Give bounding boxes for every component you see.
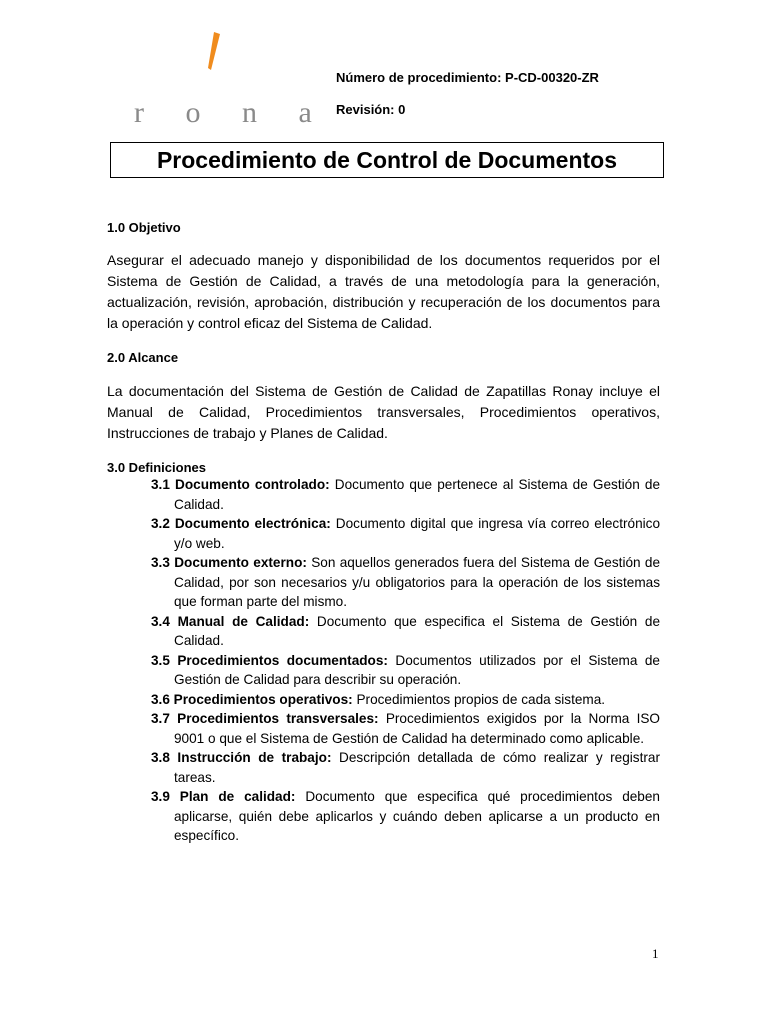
definition-item [107, 612, 660, 651]
definition-item [107, 690, 660, 710]
definition-description: Documento que especifica el Sistema de Gestión de Calidad. [174, 613, 661, 648]
definition-description: Procedimientos exigidos por la Norma ISO 9001 o que el Sistema de Gestión de Calidad ha determinado como aplicable. [174, 711, 660, 746]
definition-description: Son aquellos generados fuera del Sistema de Gestión de Calidad, por son necesarios y/u obligatorios para la operación de los sistemas que forman parte del mismo. [174, 555, 661, 609]
definition-description: Procedimientos propios de cada sistema. [356, 691, 606, 707]
definition-item [107, 748, 660, 787]
section-heading-objetivo: 1.0 Objetivo [107, 220, 181, 235]
definition-term: 3.9 Plan de calidad: [151, 789, 296, 804]
section-heading-definiciones: 3.0 Definiciones [107, 460, 206, 475]
company-logo [132, 28, 329, 129]
definition-item [107, 651, 660, 690]
logo-flame-icon [206, 32, 222, 72]
definition-term: 3.3 Documento externo: [151, 555, 307, 570]
section-heading-alcance: 2.0 Alcance [107, 350, 179, 365]
definition-item [107, 553, 660, 612]
definition-item [107, 709, 660, 748]
section-text-objetivo: Asegurar el adecuado manejo y disponibilidad de los documentos requeridos por el Sistema de Gestión de Calidad, a través de una metodología para la generación, actualización, revisión, aprobación, distribución y recuperación de los documentos para la operación y control eficaz del Sistema de Calidad. [107, 252, 660, 331]
definition-description: Documentos utilizados por el Sistema de Gestión de Calidad para describir su operación. [174, 652, 660, 687]
definition-description: Documento que especifica qué procedimientos deben aplicarse, quién debe aplicarlos y cuándo deben aplicarse a un producto en específico. [174, 789, 660, 843]
document-body [107, 220, 660, 846]
document-title-text: Procedimiento de Control de Documentos [156, 146, 618, 173]
revision-number: Revisión: 0 [336, 102, 406, 117]
document-title [110, 142, 664, 178]
definition-description: Descripción detallada de cómo realizar y registrar tareas. [174, 750, 660, 785]
procedure-number: Número de procedimiento: P-CD-00320-ZR [336, 70, 599, 85]
definition-term: 3.1 Documento controlado: [151, 477, 330, 492]
definition-item [107, 475, 660, 514]
definition-item [107, 787, 660, 846]
definition-term: 3.4 Manual de Calidad: [151, 613, 310, 629]
definition-term: 3.5 Procedimientos documentados: [151, 652, 388, 668]
definition-description: Documento digital que ingresa vía correo electrónico y/o web. [174, 516, 661, 551]
definition-term: 3.2 Documento electrónica: [151, 516, 331, 531]
section-text-alcance: La documentación del Sistema de Gestión de Calidad de Zapatillas Ronay incluye el Manual de Calidad, Procedimientos transversales, Procedimientos operativos, Instrucciones de trabajo y Planes de Calidad. [107, 383, 660, 441]
definition-term: 3.6 Procedimientos operativos: [151, 691, 353, 707]
definition-term: 3.8 Instrucción de trabajo: [151, 750, 332, 765]
definition-item [107, 514, 660, 553]
definitions-list [107, 475, 660, 846]
logo-text: r o n a [134, 96, 329, 129]
page-number: 1 [652, 946, 659, 961]
definition-description: Documento que pertenece al Sistema de Gestión de Calidad. [174, 477, 661, 512]
definition-term: 3.7 Procedimientos transversales: [151, 711, 379, 726]
